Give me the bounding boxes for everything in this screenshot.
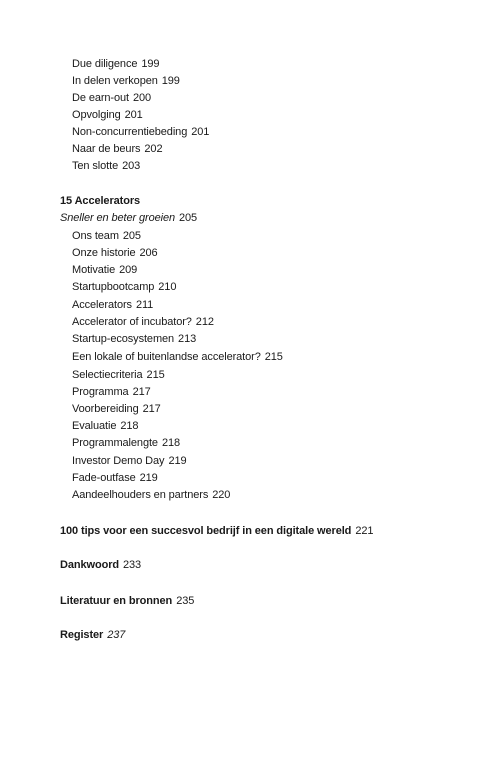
toc-entry-page: 215 <box>264 351 283 363</box>
chapter-subtitle-entry <box>60 211 197 225</box>
toc-entry-title: Startup-ecosystemen <box>72 333 175 345</box>
toc-entry-title: In delen verkopen <box>72 75 158 87</box>
toc-entry <box>72 280 176 294</box>
toc-entry <box>72 436 180 450</box>
toc-entry-page: 200 <box>133 92 152 104</box>
toc-entry-page: 201 <box>124 109 143 121</box>
toc-entry <box>72 350 283 364</box>
toc-entry <box>72 142 162 156</box>
toc-entry-title: Naar de beurs <box>72 143 141 155</box>
toc-entry-title: Een lokale of buitenlandse accelerator? <box>72 351 261 363</box>
toc-entry-title: Onze historie <box>72 247 136 259</box>
toc-entry <box>72 298 153 312</box>
toc-entry <box>72 125 209 139</box>
toc-entry-title: Selectiecriteria <box>72 369 143 381</box>
toc-entry <box>72 402 161 416</box>
toc-entry-page: 206 <box>139 247 158 259</box>
toc-entry <box>72 91 151 105</box>
toc-entry-title: De earn-out <box>72 92 129 104</box>
toc-section-entry <box>60 524 373 538</box>
toc-entry-title: Opvolging <box>72 109 121 121</box>
toc-entry-title: Investor Demo Day <box>72 455 165 467</box>
toc-entry-page: 205 <box>179 212 198 224</box>
toc-entry <box>72 454 187 468</box>
section-title: Literatuur en bronnen <box>60 595 173 607</box>
toc-entry <box>72 315 214 329</box>
toc-entry-page: 199 <box>141 58 160 70</box>
toc-entry-page: 220 <box>212 489 231 501</box>
toc-entry-title: Voorbereiding <box>72 403 139 415</box>
toc-entry-page: 209 <box>119 264 138 276</box>
toc-entry-title: Motivatie <box>72 264 116 276</box>
toc-entry <box>72 263 137 277</box>
section-title: 100 tips voor een succesvol bedrijf in een digitale wereld <box>60 525 352 537</box>
toc-entry <box>72 57 159 71</box>
toc-entry-page: 235 <box>176 595 195 607</box>
toc-entry-page: 218 <box>120 420 139 432</box>
toc-entry-page: 218 <box>161 437 180 449</box>
toc-entry-title: Due diligence <box>72 58 138 70</box>
toc-entry-title: Non-concurrentiebeding <box>72 126 188 138</box>
toc-entry-title: Aandeelhouders en partners <box>72 489 209 501</box>
toc-entry <box>72 108 143 122</box>
toc-entry-title: Programma <box>72 386 129 398</box>
chapter-subtitle: Sneller en beter groeien <box>60 212 176 224</box>
toc-entry-title: Accelerator of incubator? <box>72 316 192 328</box>
toc-entry <box>72 159 140 173</box>
toc-entry <box>72 488 230 502</box>
section-title: Dankwoord <box>60 559 119 571</box>
toc-entry-page: 233 <box>123 559 142 571</box>
toc-entry-page: 215 <box>146 369 165 381</box>
toc-entry-page: 217 <box>142 403 161 415</box>
toc-entry-page: 210 <box>158 281 177 293</box>
toc-entry-page: 199 <box>161 75 180 87</box>
toc-entry <box>72 246 158 260</box>
toc-entry-title: Evaluatie <box>72 420 117 432</box>
toc-entry-title: Ons team <box>72 230 119 242</box>
toc-entry-page: 213 <box>178 333 197 345</box>
toc-entry-page: 221 <box>355 525 374 537</box>
toc-entry-title: Programmalengte <box>72 437 158 449</box>
toc-entry-title: Fade-outfase <box>72 472 136 484</box>
toc-entry <box>72 419 138 433</box>
toc-entry-page: 211 <box>135 299 154 311</box>
chapter-title: 15 Accelerators <box>60 195 141 207</box>
toc-entry-page: 201 <box>191 126 210 138</box>
toc-entry-page: 203 <box>122 160 141 172</box>
toc-entry-title: Ten slotte <box>72 160 119 172</box>
toc-entry <box>72 385 151 399</box>
toc-entry <box>72 471 158 485</box>
toc-entry-page: 205 <box>122 230 141 242</box>
toc-section-entry <box>60 628 125 642</box>
toc-entry-title: Accelerators <box>72 299 132 311</box>
toc-entry-page: 202 <box>144 143 163 155</box>
toc-entry-page: 212 <box>195 316 214 328</box>
toc-entry-title: Startupbootcamp <box>72 281 155 293</box>
toc-entry <box>72 74 180 88</box>
toc-entry <box>72 229 141 243</box>
toc-entry-page: 219 <box>139 472 158 484</box>
toc-entry-page: 219 <box>168 455 187 467</box>
toc-entry <box>72 368 165 382</box>
toc-entry <box>72 332 196 346</box>
toc-entry-page: 237 <box>107 629 126 641</box>
section-title: Register <box>60 629 104 641</box>
toc-section-entry <box>60 594 194 608</box>
toc-section-entry <box>60 558 141 572</box>
toc-entry-page: 217 <box>132 386 151 398</box>
